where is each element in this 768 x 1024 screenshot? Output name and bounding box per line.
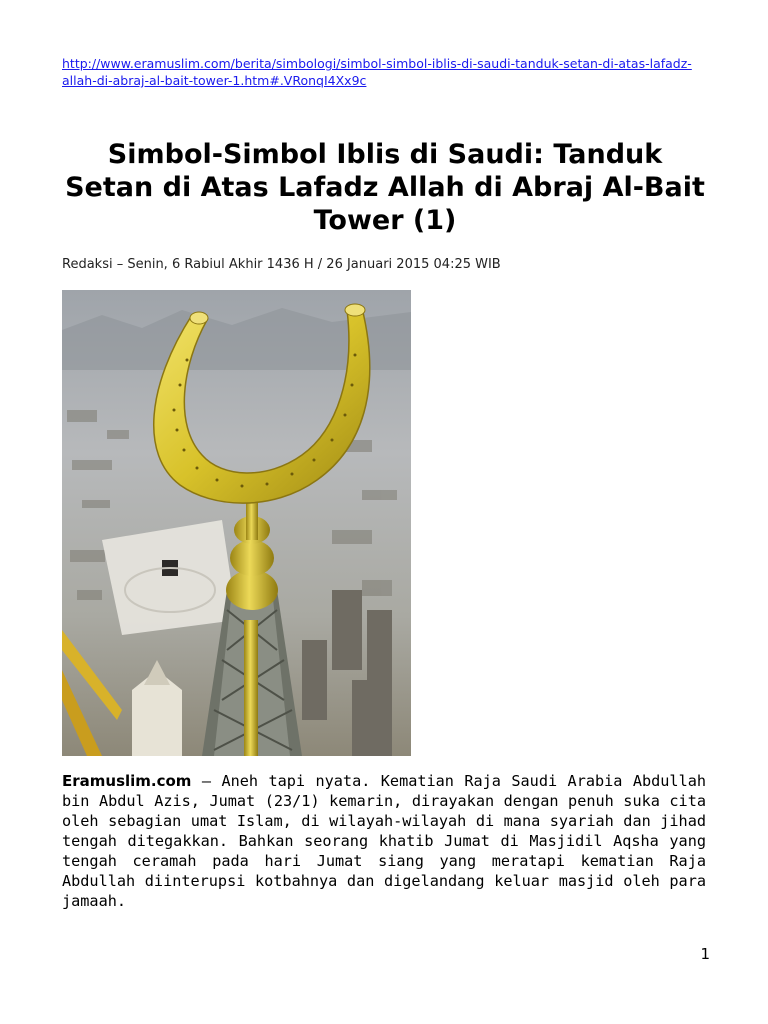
source-link[interactable]: http://www.eramuslim.com/berita/simbologi/simbol-simbol-iblis-di-saudi-tanduk-setan-di-atas-lafadz-allah-di-abraj-al-bait-tower-1.htm#.VRonqI4Xx9c [62,56,692,88]
page-number: 1 [700,945,710,963]
article-body [62,771,706,911]
body-lead: Eramuslim.com [62,772,192,790]
crescent-tower-photo [62,290,411,756]
article-title: Simbol-Simbol Iblis di Saudi: Tanduk Setan di Atas Lafadz Allah di Abraj Al-Bait Tower (1) [65,139,705,236]
body-text: – Aneh tapi nyata. Kematian Raja Saudi Arabia Abdullah bin Abdul Azis, Jumat (23/1) kemarin, dirayakan dengan penuh suka cita oleh sebagian umat Islam, di wilayah-wilayah di mana syariah dan jihad tengah ditegakkan. Bahkan seorang khatib Jumat di Masjidil Aqsha yang tengah ceramah pada hari Jumat siang yang meratapi kematian Raja Abdullah diinterupsi kotbahnya dan digelandang keluar masjid oleh para jamaah. [62,772,706,910]
article-byline: Redaksi – Senin, 6 Rabiul Akhir 1436 H / 26 Januari 2015 04:25 WIB [62,257,501,272]
